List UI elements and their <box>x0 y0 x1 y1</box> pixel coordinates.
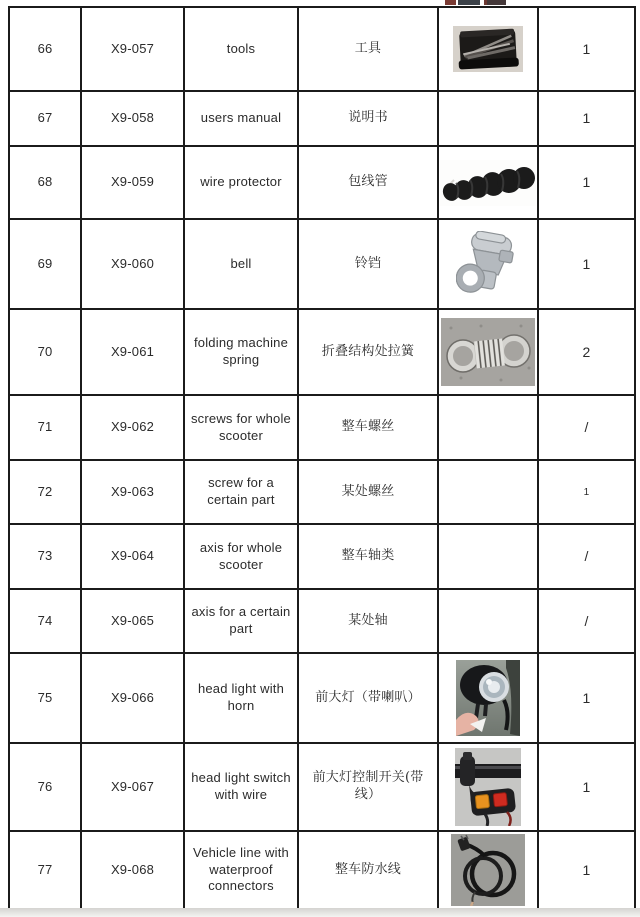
quantity: / <box>538 395 635 460</box>
quantity: 1 <box>538 146 635 219</box>
parts-table <box>8 6 636 910</box>
part-photo-cell <box>438 589 538 653</box>
scan-artifact <box>458 0 480 5</box>
table-row <box>9 524 635 589</box>
part-photo-cell <box>438 91 538 146</box>
table-row <box>9 831 635 909</box>
item-no: 72 <box>9 460 81 524</box>
part-photo-cell <box>438 395 538 460</box>
quantity: 1 <box>538 743 635 831</box>
part-name-en: head light switch with wire <box>184 743 298 831</box>
part-code: X9-066 <box>81 653 184 743</box>
part-name-cn: 整车轴类 <box>298 524 438 589</box>
part-name-cn: 折叠结构处拉簧 <box>298 309 438 395</box>
part-code: X9-064 <box>81 524 184 589</box>
part-name-cn: 前大灯（带喇叭） <box>298 653 438 743</box>
table-row <box>9 743 635 831</box>
part-photo-cell <box>438 309 538 395</box>
part-name-cn: 铃铛 <box>298 219 438 309</box>
part-name-en: tools <box>184 7 298 91</box>
part-photo-cell <box>438 743 538 831</box>
part-code: X9-067 <box>81 743 184 831</box>
part-code: X9-061 <box>81 309 184 395</box>
item-no: 73 <box>9 524 81 589</box>
part-name-en: axis for whole scooter <box>184 524 298 589</box>
scan-artifact <box>445 0 456 5</box>
part-code: X9-062 <box>81 395 184 460</box>
part-name-en: screw for a certain part <box>184 460 298 524</box>
part-name-cn: 包线管 <box>298 146 438 219</box>
part-name-en: screws for whole scooter <box>184 395 298 460</box>
part-name-en: bell <box>184 219 298 309</box>
item-no: 76 <box>9 743 81 831</box>
quantity: / <box>538 589 635 653</box>
part-name-en: wire protector <box>184 146 298 219</box>
headlight-photo <box>456 660 520 736</box>
part-name-en: axis for a certain part <box>184 589 298 653</box>
part-name-cn: 整车螺丝 <box>298 395 438 460</box>
part-photo-cell <box>438 524 538 589</box>
switch-photo <box>455 748 521 826</box>
part-photo-cell <box>438 653 538 743</box>
part-photo-cell <box>438 219 538 309</box>
table-row <box>9 7 635 91</box>
item-no: 69 <box>9 219 81 309</box>
part-photo-cell <box>438 146 538 219</box>
item-no: 77 <box>9 831 81 909</box>
part-code: X9-059 <box>81 146 184 219</box>
part-code: X9-057 <box>81 7 184 91</box>
part-name-cn: 工具 <box>298 7 438 91</box>
cable-photo <box>451 834 525 906</box>
bell-photo <box>456 231 520 297</box>
table-row <box>9 91 635 146</box>
quantity: 1 <box>538 219 635 309</box>
table-row <box>9 589 635 653</box>
item-no: 67 <box>9 91 81 146</box>
part-name-en: folding machine spring <box>184 309 298 395</box>
item-no: 66 <box>9 7 81 91</box>
part-name-cn: 某处轴 <box>298 589 438 653</box>
part-code: X9-068 <box>81 831 184 909</box>
part-code: X9-058 <box>81 91 184 146</box>
item-no: 75 <box>9 653 81 743</box>
table-row <box>9 309 635 395</box>
part-name-cn: 整车防水线 <box>298 831 438 909</box>
item-no: 74 <box>9 589 81 653</box>
item-no: 71 <box>9 395 81 460</box>
tools-photo <box>453 26 523 72</box>
part-photo-cell <box>438 460 538 524</box>
page-bottom-scan-shadow <box>0 908 640 917</box>
table-row <box>9 395 635 460</box>
part-photo-cell <box>438 831 538 909</box>
part-name-cn: 某处螺丝 <box>298 460 438 524</box>
part-code: X9-060 <box>81 219 184 309</box>
item-no: 70 <box>9 309 81 395</box>
table-row <box>9 146 635 219</box>
spring-photo <box>441 318 535 386</box>
quantity: 1 <box>538 831 635 909</box>
table-row <box>9 219 635 309</box>
part-code: X9-063 <box>81 460 184 524</box>
wire-protector-photo <box>440 160 536 206</box>
quantity: 2 <box>538 309 635 395</box>
scan-artifact <box>484 0 506 5</box>
table-row <box>9 460 635 524</box>
part-name-en: users manual <box>184 91 298 146</box>
quantity: / <box>538 524 635 589</box>
part-code: X9-065 <box>81 589 184 653</box>
part-name-cn: 说明书 <box>298 91 438 146</box>
part-name-en: head light with horn <box>184 653 298 743</box>
part-photo-cell <box>438 7 538 91</box>
quantity: 1 <box>538 91 635 146</box>
part-name-en: Vehicle line with waterproof connectors <box>184 831 298 909</box>
part-name-cn: 前大灯控制开关(带线） <box>298 743 438 831</box>
quantity: 1 <box>538 7 635 91</box>
item-no: 68 <box>9 146 81 219</box>
table-row <box>9 653 635 743</box>
quantity: 1 <box>538 460 635 524</box>
quantity: 1 <box>538 653 635 743</box>
